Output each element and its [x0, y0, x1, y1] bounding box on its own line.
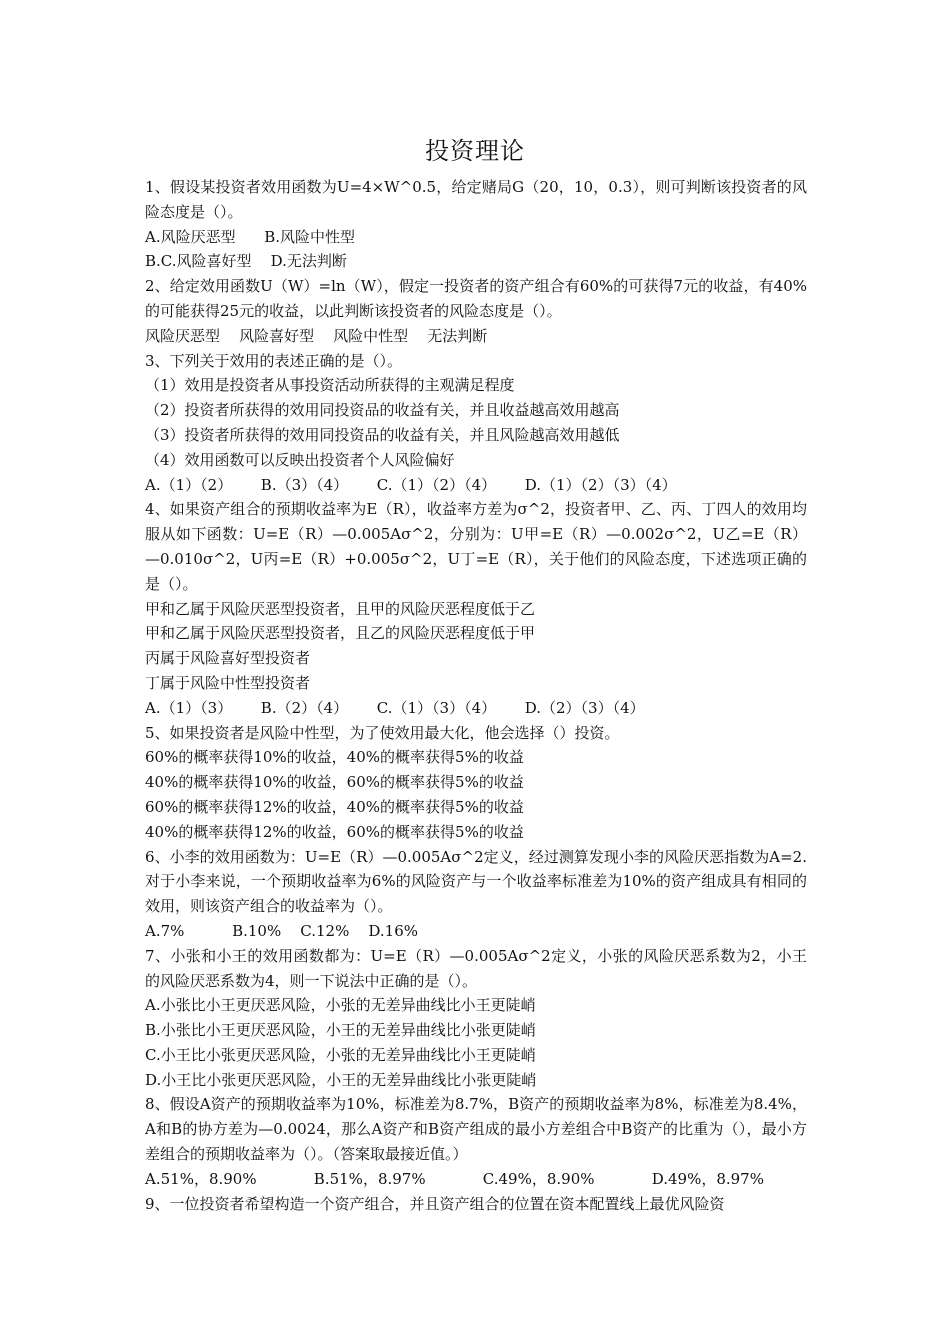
- question-5-option-4: 40%的概率获得12%的收益，60%的概率获得5%的收益: [145, 822, 524, 841]
- question-9-stem: 9、一位投资者希望构造一个资产组合，并且资产组合的位置在资本配置线上最优风险资: [145, 1194, 725, 1213]
- question-7-stem: 7、小张和小王的效用函数都为：U=E（R）—0.005Aσ^2定义，小张的风险厌恶系数为2，小王的风险厌恶系数为4，则一下说法中正确的是（）。: [145, 946, 807, 990]
- question-1-options-cd: B.C.风险喜好型 D.无法判断: [145, 252, 347, 271]
- question-3-options: A.（1）（2） B.（3）（4） C.（1）（2）（4） D.（1）（2）（3）（4）: [145, 475, 677, 494]
- question-7-option-c: C.小王比小张更厌恶风险，小张的无差异曲线比小王更陡峭: [145, 1045, 536, 1064]
- question-5-stem: 5、如果投资者是风险中性型，为了使效用最大化，他会选择（）投资。: [145, 723, 620, 742]
- question-1-stem: 1、假设某投资者效用函数为U=4×W^0.5，给定赌局G（20，10，0.3），则可判断该投资者的风险态度是（）。: [145, 178, 807, 221]
- question-4-options: A.（1）（3） B.（2）（4） C.（1）（3）（4） D.（2）（3）（4）: [145, 698, 645, 717]
- question-1-options-ab: A.风险厌恶型 B.风险中性型: [145, 227, 356, 246]
- question-2-options: 风险厌恶型 风险喜好型 风险中性型 无法判断: [145, 326, 488, 345]
- question-5-option-1: 60%的概率获得10%的收益，40%的概率获得5%的收益: [145, 748, 524, 767]
- question-4-statement-2: 甲和乙属于风险厌恶型投资者，且乙的风险厌恶程度低于甲: [145, 624, 536, 643]
- question-4-statement-3: 丙属于风险喜好型投资者: [145, 649, 311, 668]
- question-8-options: A.51%，8.90% B.51%，8.97% C.49%，8.90% D.49%，8.97%: [145, 1169, 764, 1188]
- question-3-statement-1: （1）效用是投资者从事投资活动所获得的主观满足程度: [145, 376, 515, 395]
- question-8-stem: 8、假设A资产的预期收益率为10%，标准差为8.7%，B资产的预期收益率为8%，标准差为8.4%，A和B的协方差为—0.0024，那么A资产和B资产组成的最小方差组合中B资产的比重为（），最小方差组合的预期收益率为（）。（答案取最接近值。）: [145, 1095, 807, 1164]
- question-6-stem: 6、小李的效用函数为：U=E（R）—0.005Aσ^2定义，经过测算发现小李的风险厌恶指数为A=2.对于小李来说，一个预期收益率为6%的风险资产与一个收益率标准差为10%的资产组成具有相同的效用，则该资产组合的收益率为（）。: [145, 847, 807, 916]
- document-title: 投资理论: [425, 137, 525, 165]
- question-4-stem: 4、如果资产组合的预期收益率为E（R），收益率方差为σ^2，投资者甲、乙、丙、丁四人的效用均服从如下函数：U=E（R）—0.005Aσ^2，分别为：U甲=E（R）—0.002σ^2，U乙=E（R）—0.010σ^2，U丙=E（R）+0.005σ^2，U丁=E（R），关于他们的风险态度，下述选项正确的是（）。: [145, 500, 807, 593]
- question-3-statement-2: （2）投资者所获得的效用同投资品的收益有关，并且收益越高效用越高: [145, 401, 620, 420]
- question-7-option-d: D.小王比小张更厌恶风险，小王的无差异曲线比小张更陡峭: [145, 1070, 537, 1089]
- question-6-options: A.7% B.10% C.12% D.16%: [145, 921, 419, 940]
- question-2-stem: 2、给定效用函数U（W）=ln（W），假定一投资者的资产组合有60%的可获得7元的收益，有40%的可能获得25元的收益，以此判断该投资者的风险态度是（）。: [145, 277, 807, 320]
- question-3-stem: 3、下列关于效用的表述正确的是（）。: [145, 351, 403, 370]
- question-7-option-b: B.小张比小王更厌恶风险，小王的无差异曲线比小张更陡峭: [145, 1021, 536, 1040]
- question-7-option-a: A.小张比小王更厌恶风险，小张的无差异曲线比小王更陡峭: [145, 996, 536, 1015]
- question-3-statement-4: （4）效用函数可以反映出投资者个人风险偏好: [145, 450, 455, 469]
- question-4-statement-4: 丁属于风险中性型投资者: [145, 673, 311, 692]
- document-body: [145, 175, 807, 1216]
- question-5-option-3: 60%的概率获得12%的收益，40%的概率获得5%的收益: [145, 797, 524, 816]
- question-4-statement-1: 甲和乙属于风险厌恶型投资者，且甲的风险厌恶程度低于乙: [145, 599, 536, 618]
- question-3-statement-3: （3）投资者所获得的效用同投资品的收益有关，并且风险越高效用越低: [145, 425, 620, 444]
- question-5-option-2: 40%的概率获得10%的收益，60%的概率获得5%的收益: [145, 773, 524, 792]
